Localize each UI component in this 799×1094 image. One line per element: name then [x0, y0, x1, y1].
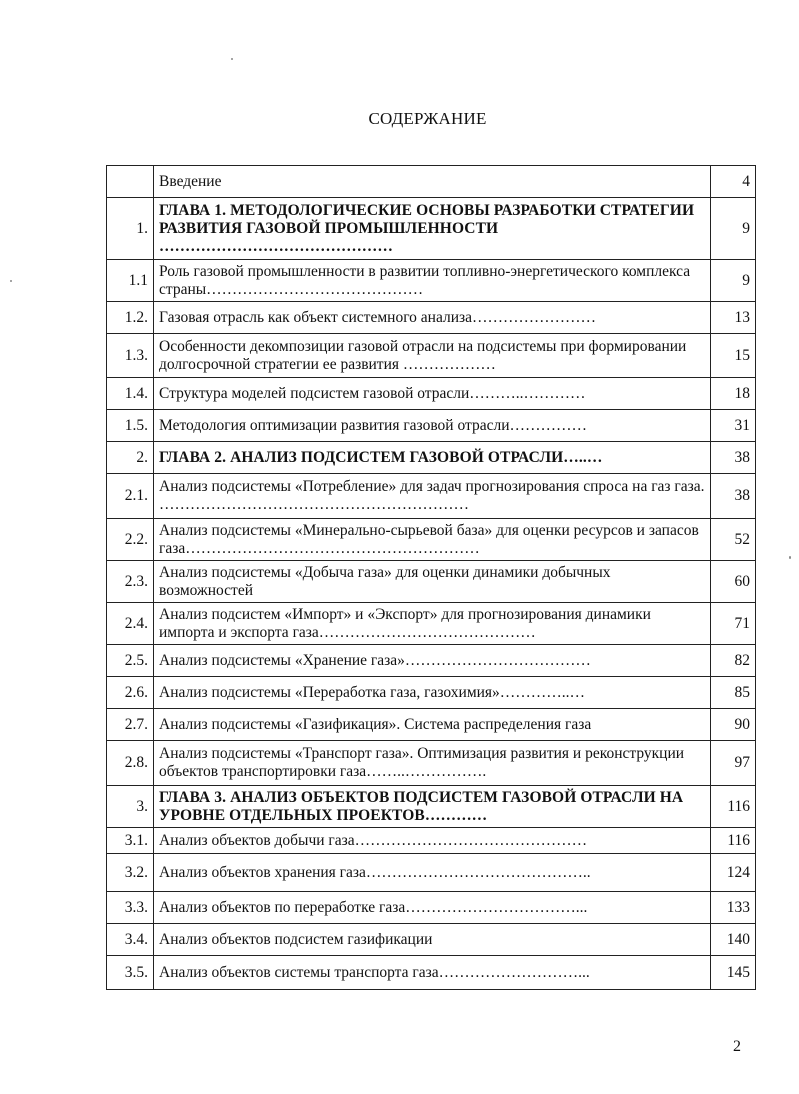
toc-page-number: 18: [711, 378, 756, 410]
toc-entry-title: Анализ подсистемы «Добыча газа» для оценки динамики добычных возможностей: [154, 561, 711, 603]
toc-row: [107, 166, 756, 198]
toc-entry-title: Анализ подсистемы «Хранение газа»………………………………: [154, 645, 711, 677]
toc-number: 1.: [107, 198, 154, 260]
toc-page-number: 9: [711, 260, 756, 302]
toc-row: [107, 709, 756, 741]
toc-entry-title: Структура моделей подсистем газовой отрасли………..…………: [154, 378, 711, 410]
toc-row: [107, 378, 756, 410]
toc-number: 3.5.: [107, 956, 154, 990]
toc-row: [107, 474, 756, 519]
toc-entry-title: Газовая отрасль как объект системного анализа……………………: [154, 302, 711, 334]
toc-row: [107, 854, 756, 892]
toc-entry-title: Анализ объектов добычи газа………………………………………: [154, 828, 711, 854]
toc-entry-title: Анализ объектов системы транспорта газа………………………...: [154, 956, 711, 990]
toc-number: 2.7.: [107, 709, 154, 741]
toc-chapter-row: [107, 786, 756, 828]
page-title: СОДЕРЖАНИЕ: [368, 109, 487, 128]
toc-number: [107, 166, 154, 198]
toc-row: [107, 334, 756, 378]
toc-number: 2.5.: [107, 645, 154, 677]
toc-number: 2.1.: [107, 474, 154, 519]
toc-page-number: 82: [711, 645, 756, 677]
table-of-contents: [106, 165, 756, 990]
toc-page-number: 140: [711, 924, 756, 956]
toc-number: 3.: [107, 786, 154, 828]
toc-number: 1.5.: [107, 410, 154, 442]
toc-page-number: 124: [711, 854, 756, 892]
toc-entry-title: Особенности декомпозиции газовой отрасли на подсистемы при формировании долгосрочной стратегии ее развития ………………: [154, 334, 711, 378]
toc-entry-title: Анализ подсистемы «Переработка газа, газохимия»…………..…: [154, 677, 711, 709]
toc-number: 2.: [107, 442, 154, 474]
toc-number: 1.3.: [107, 334, 154, 378]
toc-entry-title: Роль газовой промышленности в развитии топливно-энергетического комплекса страны……………………………………: [154, 260, 711, 302]
toc-number: 1.2.: [107, 302, 154, 334]
toc-page-number: 13: [711, 302, 756, 334]
toc-chapter-row: [107, 442, 756, 474]
toc-entry-title: Методология оптимизации развития газовой отрасли……………: [154, 410, 711, 442]
toc-number: 3.4.: [107, 924, 154, 956]
toc-page-number: 71: [711, 603, 756, 645]
toc-number: 2.3.: [107, 561, 154, 603]
toc-page-number: 60: [711, 561, 756, 603]
toc-entry-title: ГЛАВА 3. АНАЛИЗ ОБЪЕКТОВ ПОДСИСТЕМ ГАЗОВОЙ ОТРАСЛИ НА УРОВНЕ ОТДЕЛЬНЫХ ПРОЕКТОВ…………: [154, 786, 711, 828]
toc-row: [107, 677, 756, 709]
toc-row: [107, 956, 756, 990]
toc-page-number: 97: [711, 741, 756, 786]
toc-page-number: 133: [711, 892, 756, 924]
scan-speck: [231, 58, 233, 60]
toc-number: 2.8.: [107, 741, 154, 786]
toc-row: [107, 645, 756, 677]
toc-number: 2.4.: [107, 603, 154, 645]
toc-number: 3.1.: [107, 828, 154, 854]
scan-speck: [10, 280, 12, 282]
toc-page-number: 116: [711, 828, 756, 854]
toc-page-number: 9: [711, 198, 756, 260]
toc-page-number: 52: [711, 519, 756, 561]
toc-entry-title: ГЛАВА 1. МЕТОДОЛОГИЧЕСКИЕ ОСНОВЫ РАЗРАБОТКИ СТРАТЕГИИ РАЗВИТИЯ ГАЗОВОЙ ПРОМЫШЛЕННОСТИ ………………………………………: [154, 198, 711, 260]
toc-page-number: 116: [711, 786, 756, 828]
toc-page-number: 85: [711, 677, 756, 709]
scan-speck: [789, 556, 791, 559]
toc-row: [107, 410, 756, 442]
toc-page-number: 31: [711, 410, 756, 442]
toc-entry-title: ГЛАВА 2. АНАЛИЗ ПОДСИСТЕМ ГАЗОВОЙ ОТРАСЛИ…..…: [154, 442, 711, 474]
toc-row: [107, 892, 756, 924]
toc-entry-title: Анализ подсистемы «Потребление» для задач прогнозирования спроса на газ газа. ……………………………………………………: [154, 474, 711, 519]
toc-entry-title: Анализ объектов хранения газа……………………………………..: [154, 854, 711, 892]
toc-page-number: 145: [711, 956, 756, 990]
toc-page-number: 90: [711, 709, 756, 741]
toc-number: 1.1: [107, 260, 154, 302]
toc-number: 3.2.: [107, 854, 154, 892]
toc-row: [107, 828, 756, 854]
toc-row: [107, 741, 756, 786]
toc-entry-title: Анализ подсистемы «Минерально-сырьевой база» для оценки ресурсов и запасов газа…………………………………………………: [154, 519, 711, 561]
toc-number: 2.6.: [107, 677, 154, 709]
toc-entry-title: Анализ объектов подсистем газификации: [154, 924, 711, 956]
toc-row: [107, 519, 756, 561]
toc-entry-title: Анализ подсистемы «Газификация». Система распределения газа: [154, 709, 711, 741]
toc-entry-title: Анализ подсистемы «Транспорт газа». Оптимизация развития и реконструкции объектов транспортировки газа……..…………….: [154, 741, 711, 786]
toc-page-number: 38: [711, 442, 756, 474]
toc-number: 3.3.: [107, 892, 154, 924]
toc-entry-title: Введение: [154, 166, 711, 198]
toc-row: [107, 302, 756, 334]
toc-entry-title: Анализ объектов по переработке газа……………………………...: [154, 892, 711, 924]
toc-number: 2.2.: [107, 519, 154, 561]
toc-chapter-row: [107, 198, 756, 260]
page-number: 2: [733, 1038, 741, 1055]
toc-row: [107, 924, 756, 956]
toc-page-number: 38: [711, 474, 756, 519]
toc-row: [107, 260, 756, 302]
toc-number: 1.4.: [107, 378, 154, 410]
toc-page-number: 4: [711, 166, 756, 198]
toc-row: [107, 603, 756, 645]
toc-row: [107, 561, 756, 603]
toc-page-number: 15: [711, 334, 756, 378]
toc-entry-title: Анализ подсистем «Импорт» и «Экспорт» для прогнозирования динамики импорта и экспорта газа……………………………………: [154, 603, 711, 645]
